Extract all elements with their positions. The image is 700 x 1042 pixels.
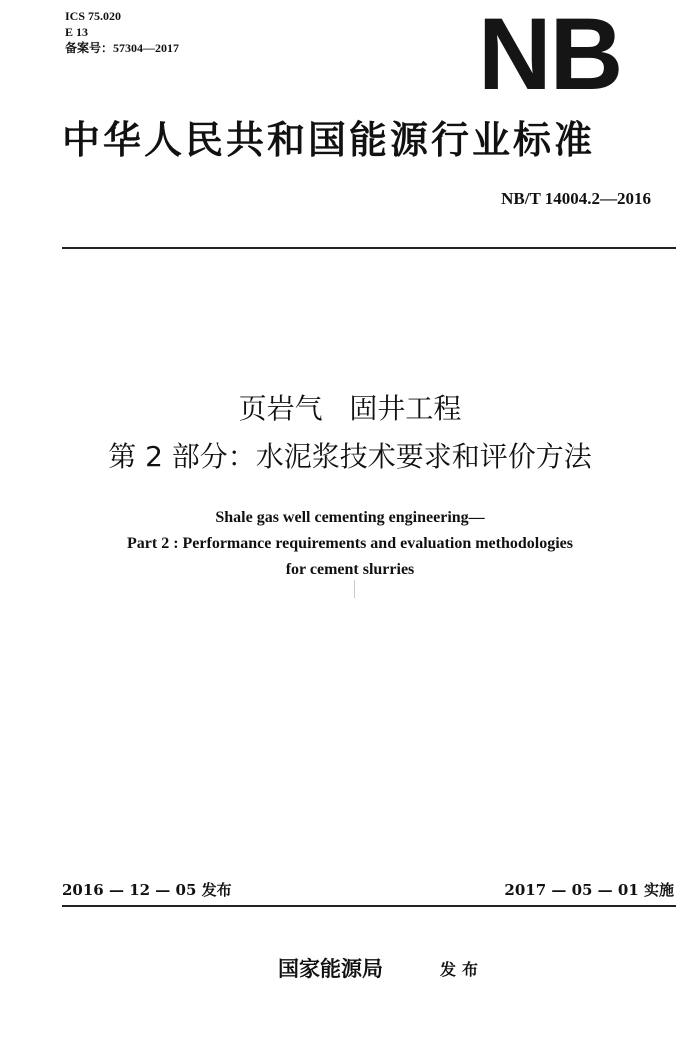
ics-code: ICS 75.020	[65, 9, 122, 23]
title-en	[0, 505, 700, 583]
publisher-name: 国家能源局	[278, 956, 383, 981]
bottom-divider	[62, 905, 676, 907]
category-code: E 13	[65, 25, 89, 39]
title-en-line-1: Shale gas well cementing engineering—	[215, 509, 485, 526]
standard-number: NB/T 14004.2—2016	[501, 189, 651, 208]
issue-date: 2016 — 12 — 05 发布	[62, 881, 232, 899]
title-zh-line-2: 第 2 部分：水泥浆技术要求和评价方法	[108, 440, 592, 473]
title-zh-line-1: 页岩气 固井工程	[238, 392, 462, 425]
top-divider	[62, 247, 676, 249]
filing-number: 备案号：57304—2017	[65, 41, 180, 55]
industry-standard-title: 中华人民共和国能源行业标准	[62, 117, 596, 162]
title-en-line-3: for cement slurries	[285, 561, 415, 578]
implementation-date: 2017 — 05 — 01 实施	[504, 881, 674, 899]
title-en-line-2: Part 2 : Performance requirements and evaluation methodologies	[126, 535, 573, 552]
scan-mark	[354, 580, 355, 598]
nb-logo: NB	[478, 0, 622, 111]
publish-label: 发布	[440, 960, 485, 979]
document-meta	[65, 8, 179, 56]
